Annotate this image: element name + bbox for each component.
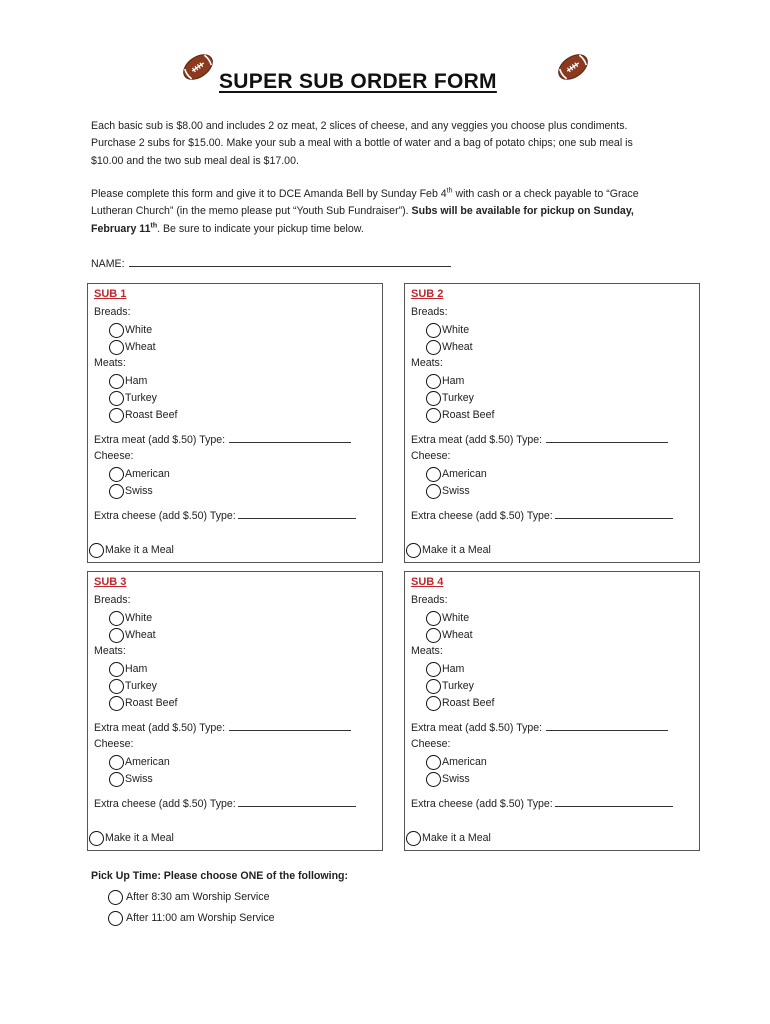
radio-button[interactable] [109,467,124,482]
cheese-label: Cheese: [94,738,134,750]
cheese-option[interactable] [426,753,487,771]
meat-option[interactable] [426,694,494,712]
cheese-label: Cheese: [411,450,451,462]
sub-title: SUB 4 [411,576,444,588]
radio-button[interactable] [426,755,441,770]
cheese-option[interactable] [426,482,470,500]
meal-option-label: Make it a Meal [105,544,174,556]
meat-option[interactable] [426,406,494,424]
intro-line: Purchase 2 subs for $15.00. Make your sub a meal with a bottle of water and a bag of potato chips; one sub meal is [91,137,633,150]
bread-option-label: White [442,324,470,336]
meats-label: Meats: [411,645,443,657]
radio-button[interactable] [89,543,104,558]
breads-label: Breads: [411,306,448,318]
extra-meat-row [94,433,351,446]
radio-button[interactable] [426,628,441,643]
superscript: th [150,222,158,230]
extra-meat-field[interactable] [229,433,351,443]
breads-label: Breads: [94,306,131,318]
radio-button[interactable] [426,408,441,423]
football-icon [555,50,591,84]
bread-option-label: White [442,612,470,624]
extra-cheese-field[interactable] [238,797,356,807]
extra-cheese-row [94,797,356,810]
bread-option[interactable] [426,338,473,356]
extra-meat-label: Extra meat (add $.50) Type: [411,722,543,734]
bread-option[interactable] [109,321,152,339]
pickup-option-label: After 8:30 am Worship Service [126,891,270,903]
pickup-option[interactable] [108,909,275,927]
radio-button[interactable] [426,374,441,389]
bread-option-label: Wheat [125,629,156,641]
radio-button[interactable] [109,391,124,406]
intro-line: Each basic sub is $8.00 and includes 2 oz meat, 2 slices of cheese, and any veggies you choose plus condiments. [91,120,628,132]
sub-title: SUB 1 [94,288,127,300]
football-icon [180,50,216,84]
extra-meat-field[interactable] [546,721,668,731]
instructions-text: Please complete this form and give it to DCE Amanda Bell by Sunday Feb 4 [91,188,447,200]
radio-button[interactable] [426,323,441,338]
radio-button[interactable] [109,772,124,787]
extra-meat-label: Extra meat (add $.50) Type: [94,434,226,446]
bread-option-label: White [125,324,153,336]
bread-option[interactable] [109,626,156,644]
extra-cheese-label: Extra cheese (add $.50) Type: [94,510,236,522]
meal-option-label: Make it a Meal [105,832,174,844]
meat-option[interactable] [109,677,157,695]
meat-option[interactable] [426,677,474,695]
pickup-heading: Pick Up Time: Please choose ONE of the following: [91,870,349,882]
sub-box-1 [87,283,383,563]
pickup-date: February 11 [91,222,151,235]
meat-option-label: Ham [442,663,465,675]
breads-label: Breads: [94,594,131,606]
cheese-option[interactable] [109,770,153,788]
bread-option[interactable] [426,609,469,627]
radio-button[interactable] [109,408,124,423]
extra-cheese-field[interactable] [238,509,356,519]
pickup-notice: Subs will be available for pickup on Sunday, [411,205,634,218]
meal-option[interactable] [406,829,491,847]
sub-box-2 [404,283,700,563]
meal-option-label: Make it a Meal [422,544,491,556]
meal-option[interactable] [406,541,491,559]
meat-option[interactable] [109,372,147,390]
sub-title: SUB 2 [411,288,444,300]
cheese-option-label: Swiss [125,773,153,785]
radio-button[interactable] [426,662,441,677]
radio-button[interactable] [426,611,441,626]
bread-option[interactable] [426,626,473,644]
meat-option-label: Ham [125,663,148,675]
cheese-option[interactable] [426,465,487,483]
meats-label: Meats: [94,645,126,657]
extra-cheese-row [411,797,673,810]
cheese-option-label: American [125,468,170,480]
cheese-option[interactable] [109,482,153,500]
meat-option-label: Roast Beef [442,409,495,421]
meat-option-label: Turkey [442,392,474,404]
radio-button[interactable] [406,543,421,558]
meat-option-label: Ham [442,375,465,387]
extra-cheese-row [94,509,356,522]
cheese-option-label: Swiss [442,485,470,497]
name-label: NAME: [91,258,125,270]
extra-cheese-label: Extra cheese (add $.50) Type: [411,798,553,810]
bread-option[interactable] [109,338,156,356]
radio-button[interactable] [109,628,124,643]
extra-meat-row [411,433,668,446]
extra-cheese-label: Extra cheese (add $.50) Type: [411,510,553,522]
cheese-option-label: American [442,468,487,480]
radio-button[interactable] [426,391,441,406]
name-field[interactable] [129,256,451,267]
radio-button[interactable] [109,323,124,338]
meat-option-label: Ham [125,375,148,387]
cheese-option[interactable] [109,465,170,483]
cheese-option-label: Swiss [442,773,470,785]
meal-option[interactable] [89,829,174,847]
radio-button[interactable] [109,374,124,389]
meat-option[interactable] [426,389,474,407]
pickup-option-label: After 11:00 am Worship Service [126,912,275,924]
radio-button[interactable] [108,890,123,905]
instructions-text: Lutheran Church” (in the memo please put “Youth Sub Fundraiser”). [91,205,412,218]
meat-option-label: Turkey [125,392,157,404]
radio-button[interactable] [109,340,124,355]
radio-button[interactable] [109,611,124,626]
radio-button[interactable] [426,772,441,787]
instructions-paragraph [91,186,691,238]
radio-button[interactable] [108,911,123,926]
meat-option[interactable] [109,694,177,712]
radio-button[interactable] [426,679,441,694]
page-title: SUPER SUB ORDER FORM [219,70,497,93]
radio-button[interactable] [109,484,124,499]
extra-cheese-field[interactable] [555,509,673,519]
extra-cheese-field[interactable] [555,797,673,807]
meal-option[interactable] [89,541,174,559]
sub-box-4 [404,571,700,851]
meat-option[interactable] [426,372,464,390]
extra-meat-row [411,721,668,734]
breads-label: Breads: [411,594,448,606]
extra-meat-row [94,721,351,734]
radio-button[interactable] [109,755,124,770]
superscript: th [446,187,453,195]
extra-cheese-row [411,509,673,522]
meat-option[interactable] [109,660,147,678]
bread-option[interactable] [426,321,469,339]
cheese-option[interactable] [426,770,470,788]
cheese-option-label: American [442,756,487,768]
intro-line: $10.00 and the two sub meal deal is $17.00. [91,154,299,167]
bread-option-label: Wheat [442,629,473,641]
name-row [91,256,451,270]
meal-option-label: Make it a Meal [422,832,491,844]
meat-option-label: Turkey [125,680,157,692]
bread-option-label: White [125,612,153,624]
meat-option-label: Roast Beef [125,697,178,709]
sub-title: SUB 3 [94,576,127,588]
cheese-option-label: American [125,756,170,768]
extra-meat-field[interactable] [546,433,668,443]
radio-button[interactable] [426,467,441,482]
radio-button[interactable] [426,696,441,711]
meat-option[interactable] [109,389,157,407]
meat-option[interactable] [426,660,464,678]
radio-button[interactable] [109,662,124,677]
radio-button[interactable] [109,696,124,711]
radio-button[interactable] [426,484,441,499]
pickup-option[interactable] [108,888,269,906]
radio-button[interactable] [426,340,441,355]
intro-paragraph [91,118,691,170]
instructions-text: . Be sure to indicate your pickup time below. [157,222,364,235]
radio-button[interactable] [109,679,124,694]
meats-label: Meats: [94,357,126,369]
radio-button[interactable] [89,831,104,846]
extra-meat-field[interactable] [229,721,351,731]
instructions-text: with cash or a check payable to “Grace [452,188,639,200]
meat-option-label: Turkey [442,680,474,692]
cheese-label: Cheese: [411,738,451,750]
cheese-option[interactable] [109,753,170,771]
radio-button[interactable] [406,831,421,846]
cheese-label: Cheese: [94,450,134,462]
cheese-option-label: Swiss [125,485,153,497]
meats-label: Meats: [411,357,443,369]
meat-option[interactable] [109,406,177,424]
extra-meat-label: Extra meat (add $.50) Type: [94,722,226,734]
extra-cheese-label: Extra cheese (add $.50) Type: [94,798,236,810]
meat-option-label: Roast Beef [125,409,178,421]
sub-box-3 [87,571,383,851]
extra-meat-label: Extra meat (add $.50) Type: [411,434,543,446]
meat-option-label: Roast Beef [442,697,495,709]
bread-option-label: Wheat [442,341,473,353]
bread-option[interactable] [109,609,152,627]
bread-option-label: Wheat [125,341,156,353]
